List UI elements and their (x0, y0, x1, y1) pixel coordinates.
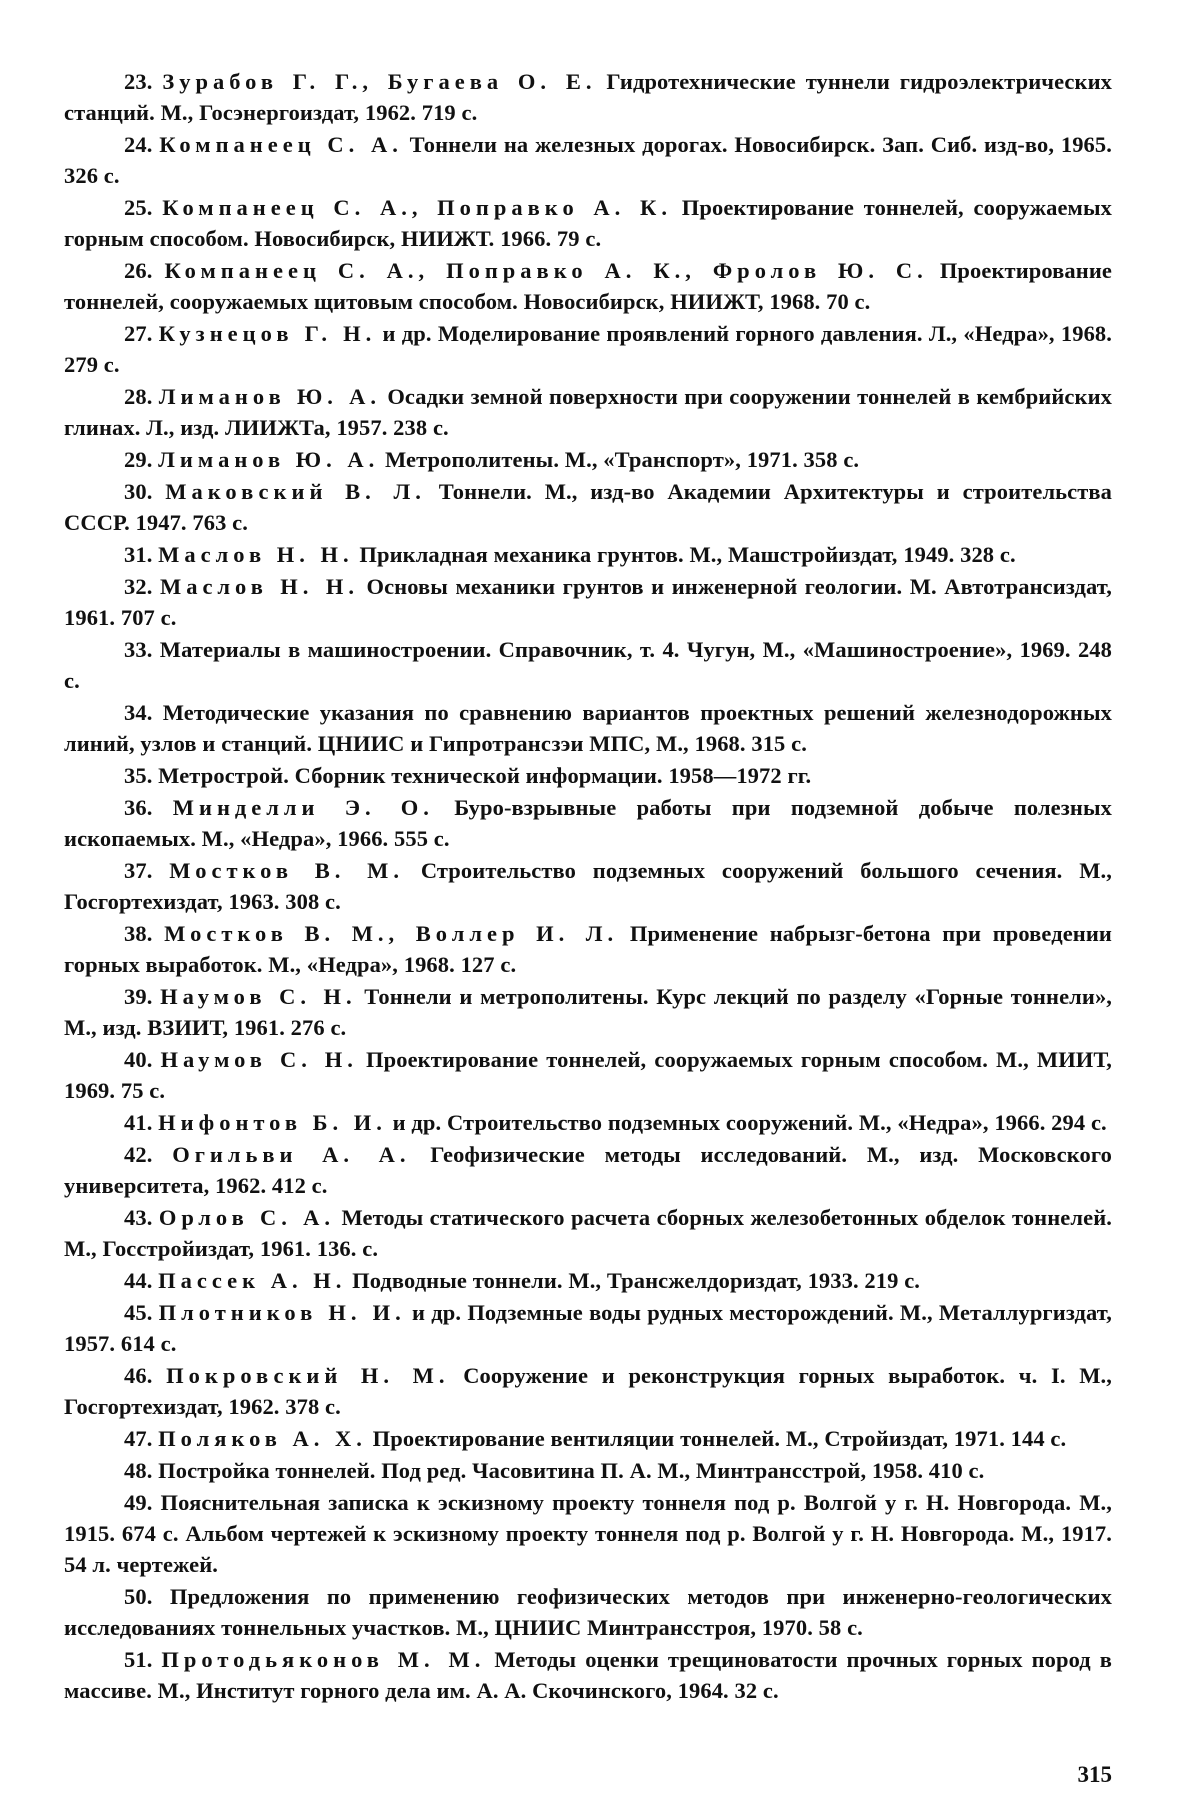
bibliography-entry (64, 539, 1112, 570)
entry-number: 35. (124, 763, 153, 788)
entry-text: Проектирование тоннелей, сооружаемых горным способом. Новосибирск, НИИЖТ. 1966. 79 с. (64, 195, 1112, 251)
entry-author: Компанеец С. А. (159, 132, 403, 157)
entry-number: 23. (124, 69, 153, 94)
entry-author: Минделли Э. О. (172, 795, 434, 820)
entry-text: и др. Строительство подземных сооружений. М., «Недра», 1966. 294 с. (392, 1110, 1107, 1135)
entry-number: 24. (124, 132, 153, 157)
bibliography-entry (64, 476, 1112, 538)
entry-text: Осадки земной поверхности при сооружении тоннелей в кембрийских глинах. Л., изд. ЛИИЖТа, 1957. 238 с. (64, 384, 1112, 440)
entry-number: 36. (124, 795, 153, 820)
entry-text: Гидротехнические туннели гидроэлектрических станций. М., Госэнергоиздат, 1962. 719 с. (64, 69, 1112, 125)
bibliography-entry (64, 634, 1112, 696)
bibliography-entry (64, 1044, 1112, 1106)
entry-number: 40. (124, 1047, 153, 1072)
bibliography-entry (64, 1107, 1112, 1138)
entry-text: Строительство подземных сооружений большого сечения. М., Госгортехиздат, 1963. 308 с. (64, 858, 1113, 914)
entry-author: Поляков А. Х. (158, 1426, 367, 1451)
bibliography-entry (64, 1455, 1112, 1486)
entry-author: Наумов С. Н. (160, 984, 357, 1009)
entry-number: 46. (124, 1363, 153, 1388)
entry-text: Методы статического расчета сборных железобетонных обделок тоннелей. М., Госстройиздат, 1961. 136. с. (64, 1205, 1112, 1261)
entry-text: Метрострой. Сборник технической информации. 1958—1972 гг. (158, 763, 812, 788)
entry-number: 51. (124, 1647, 153, 1672)
entry-number: 50. (124, 1584, 153, 1609)
entry-number: 49. (124, 1490, 153, 1515)
entry-author: Плотников Н. И. (158, 1300, 406, 1325)
bibliography-entry (64, 697, 1112, 759)
entry-author: Зурабов Г. Г., Бугаева О. Е. (162, 69, 597, 94)
entry-number: 28. (124, 384, 153, 409)
entry-author: Маковский В. Л. (165, 479, 426, 504)
entry-number: 34. (124, 700, 153, 725)
entry-text: Методы оценки трещиноватости прочных горных пород в массиве. М., Институт горного дела им. А. А. Скочинского, 1964. 32 с. (64, 1647, 1113, 1703)
bibliography-entry (64, 981, 1112, 1043)
bibliography-entry (64, 1297, 1112, 1359)
bibliography-entry (64, 1202, 1112, 1264)
entry-text: Методические указания по сравнению вариантов проектных решений железнодорожных линий, узлов и станций. ЦНИИС и Гипротрансзэи МПС, М., 1968. 315 с. (64, 700, 1112, 756)
entry-text: и др. Подземные воды рудных месторождений. М., Металлургиздат, 1957. 614 с. (64, 1300, 1112, 1356)
entry-number: 47. (124, 1426, 153, 1451)
bibliography-entry (64, 129, 1112, 191)
entry-text: Сооружение и реконструкция горных выработок. ч. I. М., Госгортехиздат, 1962. 378 с. (64, 1363, 1113, 1419)
entry-number: 48. (124, 1458, 153, 1483)
entry-number: 39. (124, 984, 153, 1009)
entry-text: Геофизические методы исследований. М., изд. Московского университета, 1962. 412 с. (64, 1142, 1112, 1198)
entry-text: и др. Моделирование проявлений горного давления. Л., «Недра», 1968. 279 с. (64, 321, 1112, 377)
bibliography-entry (64, 855, 1112, 917)
entry-number: 44. (124, 1268, 153, 1293)
entry-number: 31. (124, 542, 153, 567)
page-number: 315 (1077, 1762, 1112, 1787)
entry-text: Тоннели на железных дорогах. Новосибирск. Зап. Сиб. изд-во, 1965. 326 с. (64, 132, 1112, 188)
entry-text: Тоннели. М., изд-во Академии Архитектуры и строительства СССР. 1947. 763 с. (64, 479, 1112, 535)
entry-text: Прикладная механика грунтов. М., Машстройиздат, 1949. 328 с. (359, 542, 1016, 567)
entry-text: Проектирование тоннелей, сооружаемых горным способом. М., МИИТ, 1969. 75 с. (64, 1047, 1112, 1103)
entry-number: 41. (124, 1110, 153, 1135)
bibliography-entry (64, 255, 1112, 317)
bibliography-entry (64, 571, 1112, 633)
entry-text: Постройка тоннелей. Под ред. Часовитина П. А. М., Минтрансстрой, 1958. 410 с. (158, 1458, 985, 1483)
entry-text: Тоннели и метрополитены. Курс лекций по разделу «Горные тоннели», М., изд. ВЗИИТ, 1961. 276 с. (64, 984, 1113, 1040)
bibliography-entry (64, 1360, 1112, 1422)
bibliography-entry (64, 1265, 1112, 1296)
entry-text: Основы механики грунтов и инженерной геологии. М. Автотрансиздат, 1961. 707 с. (64, 574, 1112, 630)
entry-text: Подводные тоннели. М., Трансжелдориздат, 1933. 219 с. (352, 1268, 921, 1293)
entry-number: 27. (124, 321, 153, 346)
bibliography-entry (64, 192, 1112, 254)
entry-author: Орлов С. А. (158, 1205, 336, 1230)
bibliography-entry (64, 1644, 1112, 1706)
entry-text: Проектирование тоннелей, сооружаемых щитовым способом. Новосибирск, НИИЖТ, 1968. 70 с. (64, 258, 1112, 314)
entry-author: Компанеец С. А., Поправко А. К. (162, 195, 672, 220)
entry-text: Буро-взрывные работы при подземной добыче полезных ископаемых. М., «Недра», 1966. 555 с. (64, 795, 1112, 851)
bibliography-entry (64, 918, 1112, 980)
entry-author: Компанеец С. А., Поправко А. К., Фролов Ю. С. (164, 258, 928, 283)
bibliography-entry (64, 792, 1112, 854)
entry-text: Предложения по применению геофизических методов при инженерно-геологических исследованиях тоннельных участков. М., ЦНИИС Минтрансстроя, 1970. 58 с. (64, 1584, 1112, 1640)
entry-author: Маслов Н. Н. (159, 574, 359, 599)
entry-author: Покровский Н. М. (166, 1363, 450, 1388)
bibliography-entry (64, 1423, 1112, 1454)
entry-number: 37. (124, 858, 153, 883)
entry-text: Метрополитены. М., «Транспорт», 1971. 358 с. (384, 447, 860, 472)
entry-author: Кузнецов Г. Н. (158, 321, 377, 346)
bibliography-entry (64, 1139, 1112, 1201)
entry-text: Материалы в машиностроении. Справочник, т. 4. Чугун, М., «Машиностроение», 1969. 248 с. (64, 637, 1113, 693)
entry-author: Лиманов Ю. А. (158, 384, 381, 409)
bibliography-entry (64, 444, 1112, 475)
entry-author: Лиманов Ю. А. (158, 447, 380, 472)
entry-number: 26. (124, 258, 153, 283)
entry-author: Огильви А. А. (172, 1142, 411, 1167)
entry-number: 25. (124, 195, 153, 220)
entry-number: 30. (124, 479, 153, 504)
entry-author: Протодьяконов М. М. (161, 1647, 486, 1672)
entry-number: 42. (124, 1142, 153, 1167)
bibliography-entry (64, 381, 1112, 443)
entry-number: 38. (124, 921, 153, 946)
entry-number: 45. (124, 1300, 153, 1325)
bibliography-entry (64, 1581, 1112, 1643)
bibliography-list (64, 66, 1112, 1706)
bibliography-entry (64, 66, 1112, 128)
entry-author: Нифонтов Б. И. (158, 1110, 387, 1135)
entry-author: Наумов С. Н. (160, 1047, 358, 1072)
entry-author: Пассек А. Н. (158, 1268, 347, 1293)
entry-author: Маслов Н. Н. (158, 542, 354, 567)
bibliography-entry (64, 760, 1112, 791)
entry-author: Мостков В. М., Воллер И. Л. (164, 921, 619, 946)
entry-number: 43. (124, 1205, 153, 1230)
entry-text: Проектирование вентиляции тоннелей. М., Стройиздат, 1971. 144 с. (372, 1426, 1067, 1451)
entry-number: 32. (124, 574, 153, 599)
entry-author: Мостков В. М. (169, 858, 404, 883)
entry-text: Применение набрызг-бетона при проведении горных выработок. М., «Недра», 1968. 127 с. (64, 921, 1112, 977)
entry-text: Пояснительная записка к эскизному проекту тоннеля под р. Волгой у г. Н. Новгорода. М., 1915. 674 с. Альбом чертежей к эскизному проекту тоннеля под р. Волгой у г. Н. Новгорода. М., 1917. 54 л. чертежей. (64, 1490, 1112, 1577)
entry-number: 33. (124, 637, 153, 662)
bibliography-entry (64, 318, 1112, 380)
entry-number: 29. (124, 447, 153, 472)
bibliography-entry (64, 1487, 1112, 1580)
